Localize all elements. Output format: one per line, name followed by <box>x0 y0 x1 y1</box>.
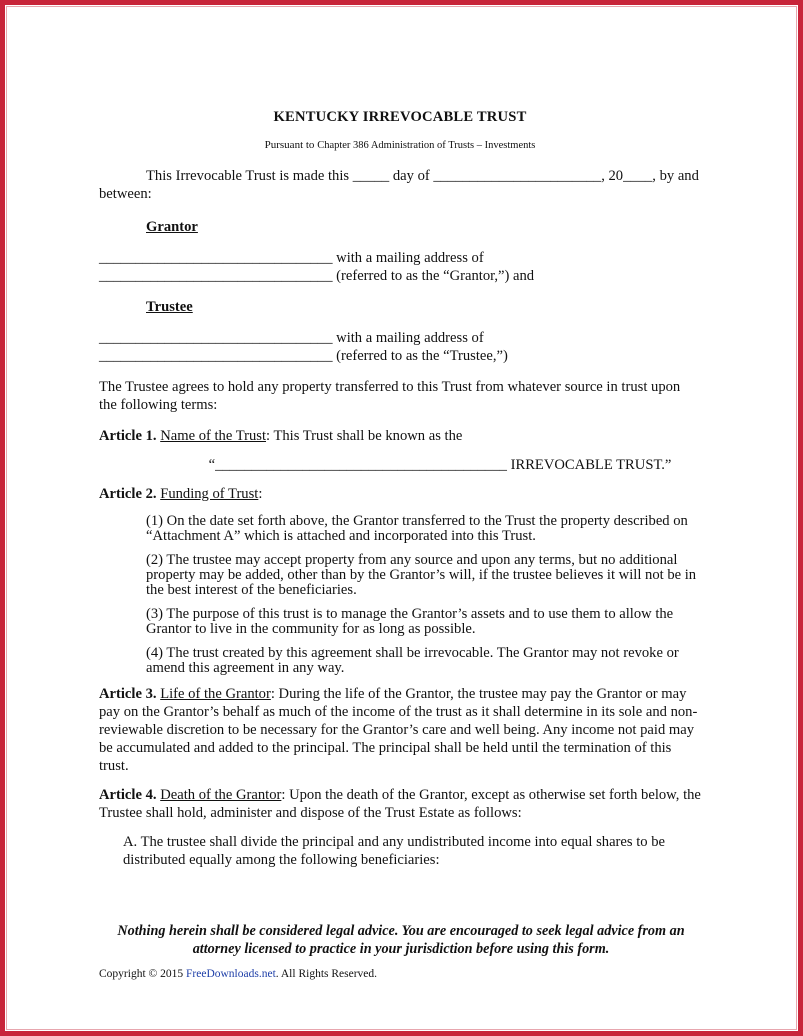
article-2-item-1: (1) On the date set forth above, the Grantor transferred to the Trust the property described on “Attachment A” which is attached and incorporated into this Trust. <box>146 513 688 544</box>
article-1: Article 1. Name of the Trust: This Trust shall be known as the <box>99 428 463 444</box>
freedownloads-link[interactable]: FreeDownloads.net <box>186 968 276 980</box>
grantor-line: ________________________________ with a mailing address of ________________________________ (referred to as the “Grantor,”) and <box>99 250 535 284</box>
subtitle-prefix: Pursuant to <box>264 139 315 151</box>
trustee-line: ________________________________ with a mailing address of ________________________________ (referred to as the “Trustee,”) <box>99 330 508 364</box>
document-subtitle <box>99 136 701 155</box>
document-title: KENTUCKY IRREVOCABLE TRUST <box>273 109 527 125</box>
article-3-text: : During the life of the Grantor, the trustee may pay the Grantor or may pay on the Grantor’s behalf as much of the income of the trust as it shall determine in its sole and non-reviewable discretion to be necessary for the Grantor’s care and well being. Any income not paid may be accumulated and added to the principal. The principal shall be held until the termination of this trust. <box>99 686 698 774</box>
copyright-suffix: . All Rights Reserved. <box>275 968 378 980</box>
article-3: Article 3. Life of the Grantor: During the life of the Grantor, the trustee may pay the Grantor or may pay on the Grantor’s behalf as much of the income of the trust as it shall determine in its sole and non-reviewable discretion to be necessary for the Grantor’s care and well being. Any income not paid may be accumulated and added to the principal. The principal shall be held until the termination of this trust. <box>99 686 698 774</box>
trust-name-line: “________________________________________ IRREVOCABLE TRUST.” <box>208 457 672 473</box>
article-2-title: Funding of Trust <box>160 486 259 502</box>
article-2-item-2: (2) The trustee may accept property from any source and upon any terms, but no additional property may be added, other than by the Grantor’s will, if the trustee believes it will not be in the best interest of the beneficiaries. <box>146 552 697 598</box>
legal-disclaimer: Nothing herein shall be considered legal advice. You are encouraged to seek legal advice from an attorney licensed to practice in your jurisdiction before using this form. <box>117 923 685 957</box>
article-2-label: Article 2 <box>99 486 153 502</box>
article-4-title: Death of the Grantor <box>160 787 282 803</box>
article-2-item-3: (3) The purpose of this trust is to manage the Grantor’s assets and to use them to allow the Grantor to live in the community for as long as possible. <box>146 606 674 637</box>
article-3-title: Life of the Grantor <box>160 686 271 702</box>
subtitle-rest: Chapter 386 Administration of Trusts – Investments <box>317 140 536 151</box>
article-3-label: Article 3 <box>99 686 153 702</box>
copyright-prefix: Copyright © 2015 <box>99 968 187 980</box>
article-4: Article 4. Death of the Grantor: Upon the death of the Grantor, except as otherwise set forth below, the Trustee shall hold, administer and dispose of the Trust Estate as follows: <box>99 787 701 821</box>
article-1-label: Article 1 <box>99 428 153 444</box>
article-1-title: Name of the Trust <box>160 428 267 444</box>
article-4-label: Article 4 <box>99 787 153 803</box>
trustee-heading: Trustee <box>146 299 193 315</box>
agreement-paragraph: The Trustee agrees to hold any property transferred to this Trust from whatever source in trust upon the following terms: <box>99 379 681 413</box>
document-page <box>99 108 701 879</box>
article-4-item-a: A. The trustee shall divide the principal and any undistributed income into equal shares to be distributed equally among the following beneficiaries: <box>123 834 665 868</box>
article-2-text: : <box>258 486 263 502</box>
article-1-text: : This Trust shall be known as the <box>266 428 463 444</box>
article-2-item-4: (4) The trust created by this agreement shall be irrevocable. The Grantor may not revoke or amend this agreement in any way. <box>146 645 679 676</box>
copyright-notice <box>99 968 377 980</box>
intro-paragraph: This Irrevocable Trust is made this _____ day of _______________________, 20____, by and between: <box>99 168 699 202</box>
article-4-text: : Upon the death of the Grantor, except as otherwise set forth below, the Trustee shall hold, administer and dispose of the Trust Estate as follows: <box>99 787 701 821</box>
article-2: Article 2. Funding of Trust: <box>99 486 263 502</box>
grantor-heading: Grantor <box>146 219 198 235</box>
